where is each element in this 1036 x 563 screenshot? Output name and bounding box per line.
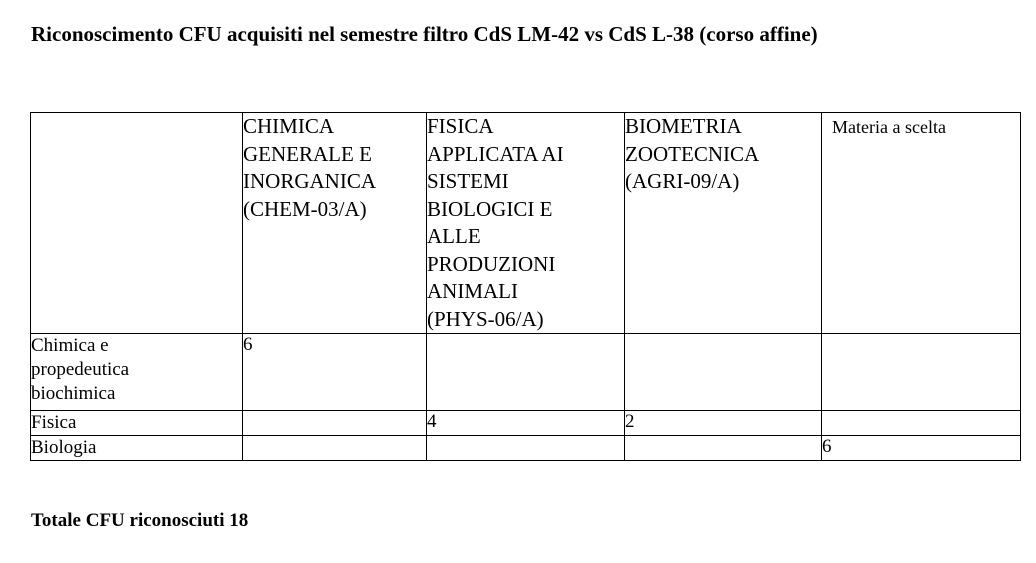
table-cell: 2 [625,411,822,436]
header-fisica-applicata: FISICA APPLICATA AI SISTEMI BIOLOGICI E ALLE PRODUZIONI ANIMALI (PHYS-06/A) [427,113,625,334]
document-title: Riconoscimento CFU acquisiti nel semestre filtro CdS LM-42 vs CdS L-38 (corso affine) [31,22,818,46]
table-header-row [31,113,1021,334]
table-row [31,334,1021,411]
cfu-recognition-table [30,112,1021,461]
table-cell [625,334,822,411]
table-row [31,436,1021,461]
row-label-chimica: Chimica e propedeutica biochimica [31,334,243,411]
table-cell [822,411,1021,436]
table-cell [625,436,822,461]
row-label-biologia: Biologia [31,436,243,461]
table-cell: 6 [822,436,1021,461]
header-biometria-zootecnica: BIOMETRIA ZOOTECNICA (AGRI-09/A) [625,113,822,334]
table-cell: 6 [243,334,427,411]
row-label-fisica: Fisica [31,411,243,436]
table-cell [427,436,625,461]
total-cfu-label: Totale CFU riconosciuti 18 [31,510,249,531]
table-row [31,411,1021,436]
header-materia-a-scelta: Materia a scelta [822,113,1021,334]
table-cell [822,334,1021,411]
header-chimica-generale: CHIMICA GENERALE E INORGANICA (CHEM-03/A) [243,113,427,334]
header-corner-cell [31,113,243,334]
table-cell [243,411,427,436]
table-cell [243,436,427,461]
table-cell [427,334,625,411]
table-cell: 4 [427,411,625,436]
